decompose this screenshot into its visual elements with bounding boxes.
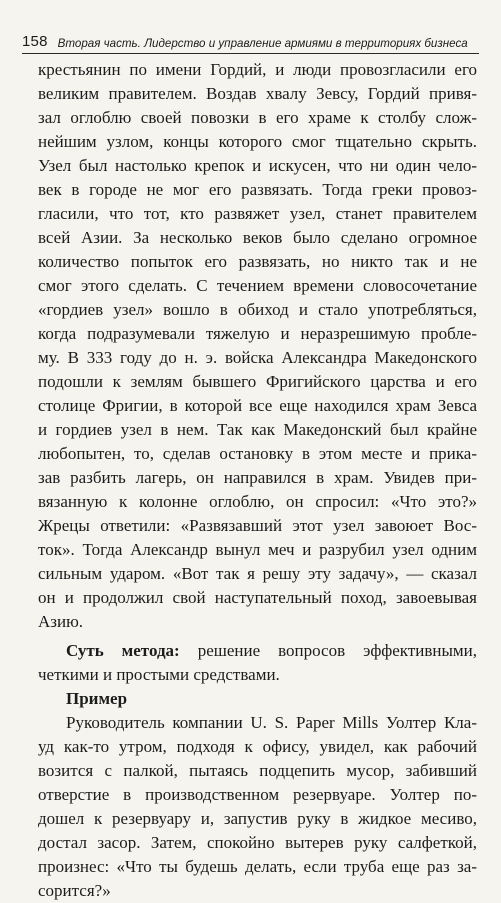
method-summary <box>38 639 477 687</box>
method-line-1 <box>38 639 477 663</box>
text-line: зал оглоблю своей повозки в его храме к столбу слож- <box>38 108 477 127</box>
example-heading: Пример <box>66 689 128 708</box>
text-line: уд как-то утром, подходя к офису, увидел, как рабочий <box>38 737 477 756</box>
paragraph-gordian-knot <box>38 58 477 634</box>
text-line: когда подразумевали тяжелую и неразрешимую пробле- <box>38 324 477 343</box>
method-text-1: решение вопросов эффективными, <box>179 641 478 660</box>
page-header <box>22 28 479 54</box>
text-line: «гордиев узел» вошло в обиход и стало употребляться, <box>38 300 477 319</box>
text-line: вязанную к колонне оглоблю, он спросил: «Что это?» <box>38 492 477 511</box>
text-line: любопытен, то, сделав остановку в этом месте и прика- <box>38 444 477 463</box>
text-line: Жрецы ответили: «Развязавший этот узел завоюет Вос- <box>38 516 477 535</box>
text-line: достал засор. Затем, спокойно вытерев руку салфеткой, <box>38 833 477 852</box>
text-line: отверстие в производственном резервуаре. Уолтер по- <box>38 785 477 804</box>
running-head: Вторая часть. Лидерство и управление армиями в территориях бизнеса <box>57 37 468 50</box>
text-line: гласили, что тот, кто развяжет узел, станет правителем <box>38 204 477 223</box>
paragraph-example <box>38 711 477 903</box>
text-line: дошел к резервуару и, запустив руку в жидкое месиво, <box>38 809 477 828</box>
text-line: произнес: «Что ты будешь делать, если труба еще раз за- <box>38 857 477 876</box>
text-line: век в городе не мог его развязать. Тогда греки провоз- <box>38 180 477 199</box>
text-line: великим правителем. Воздав хвалу Зевсу, Гордий привя- <box>38 84 477 103</box>
text-line: нейшим узлом, концы которого смог тщательно скрыть. <box>38 132 477 151</box>
text-line: возится с палкой, пытаясь подцепить мусор, забивший <box>38 761 477 780</box>
page-number: 158 <box>22 33 48 50</box>
text-line: ток». Тогда Александр вынул меч и разрубил узел одним <box>38 540 477 559</box>
method-line-2: четкими и простыми средствами. <box>38 665 280 684</box>
text-line: зав разбить лагерь, он направился в храм. Увидев при- <box>38 468 477 487</box>
text-line: сильным ударом. «Вот так я решу эту задачу», — сказал <box>38 564 477 583</box>
method-label: Суть метода: <box>66 641 180 660</box>
text-line: подошли к землям бывшего Фригийского царства и его <box>38 372 477 391</box>
text-line: и гордиев узел в нем. Так как Македонский был крайне <box>38 420 477 439</box>
text-line: смог этого сделать. С течением времени словосочетание <box>38 276 477 295</box>
text-line: крестьянин по имени Гордий, и люди провозгласили его <box>38 60 477 79</box>
body-text <box>38 58 477 903</box>
text-line: столице Фригии, в которой все еще находился храм Зевса <box>38 396 477 415</box>
text-line: он и продолжил свой наступательный поход, завоевывая <box>38 588 477 607</box>
text-line: Узел был настолько крепок и искусен, что ни один чело- <box>38 156 477 175</box>
text-line: Азию. <box>38 612 84 631</box>
text-line: всей Азии. За несколько веков было сделано огромное <box>38 228 477 247</box>
text-line: сорится?» <box>38 881 111 900</box>
text-line: му. В 333 году до н. э. войска Александра Македонского <box>38 348 477 367</box>
text-line: Руководитель компании U. S. Paper Mills Уолтер Кла- <box>66 713 477 732</box>
text-line: количество попыток его развязать, но никто так и не <box>38 252 477 271</box>
